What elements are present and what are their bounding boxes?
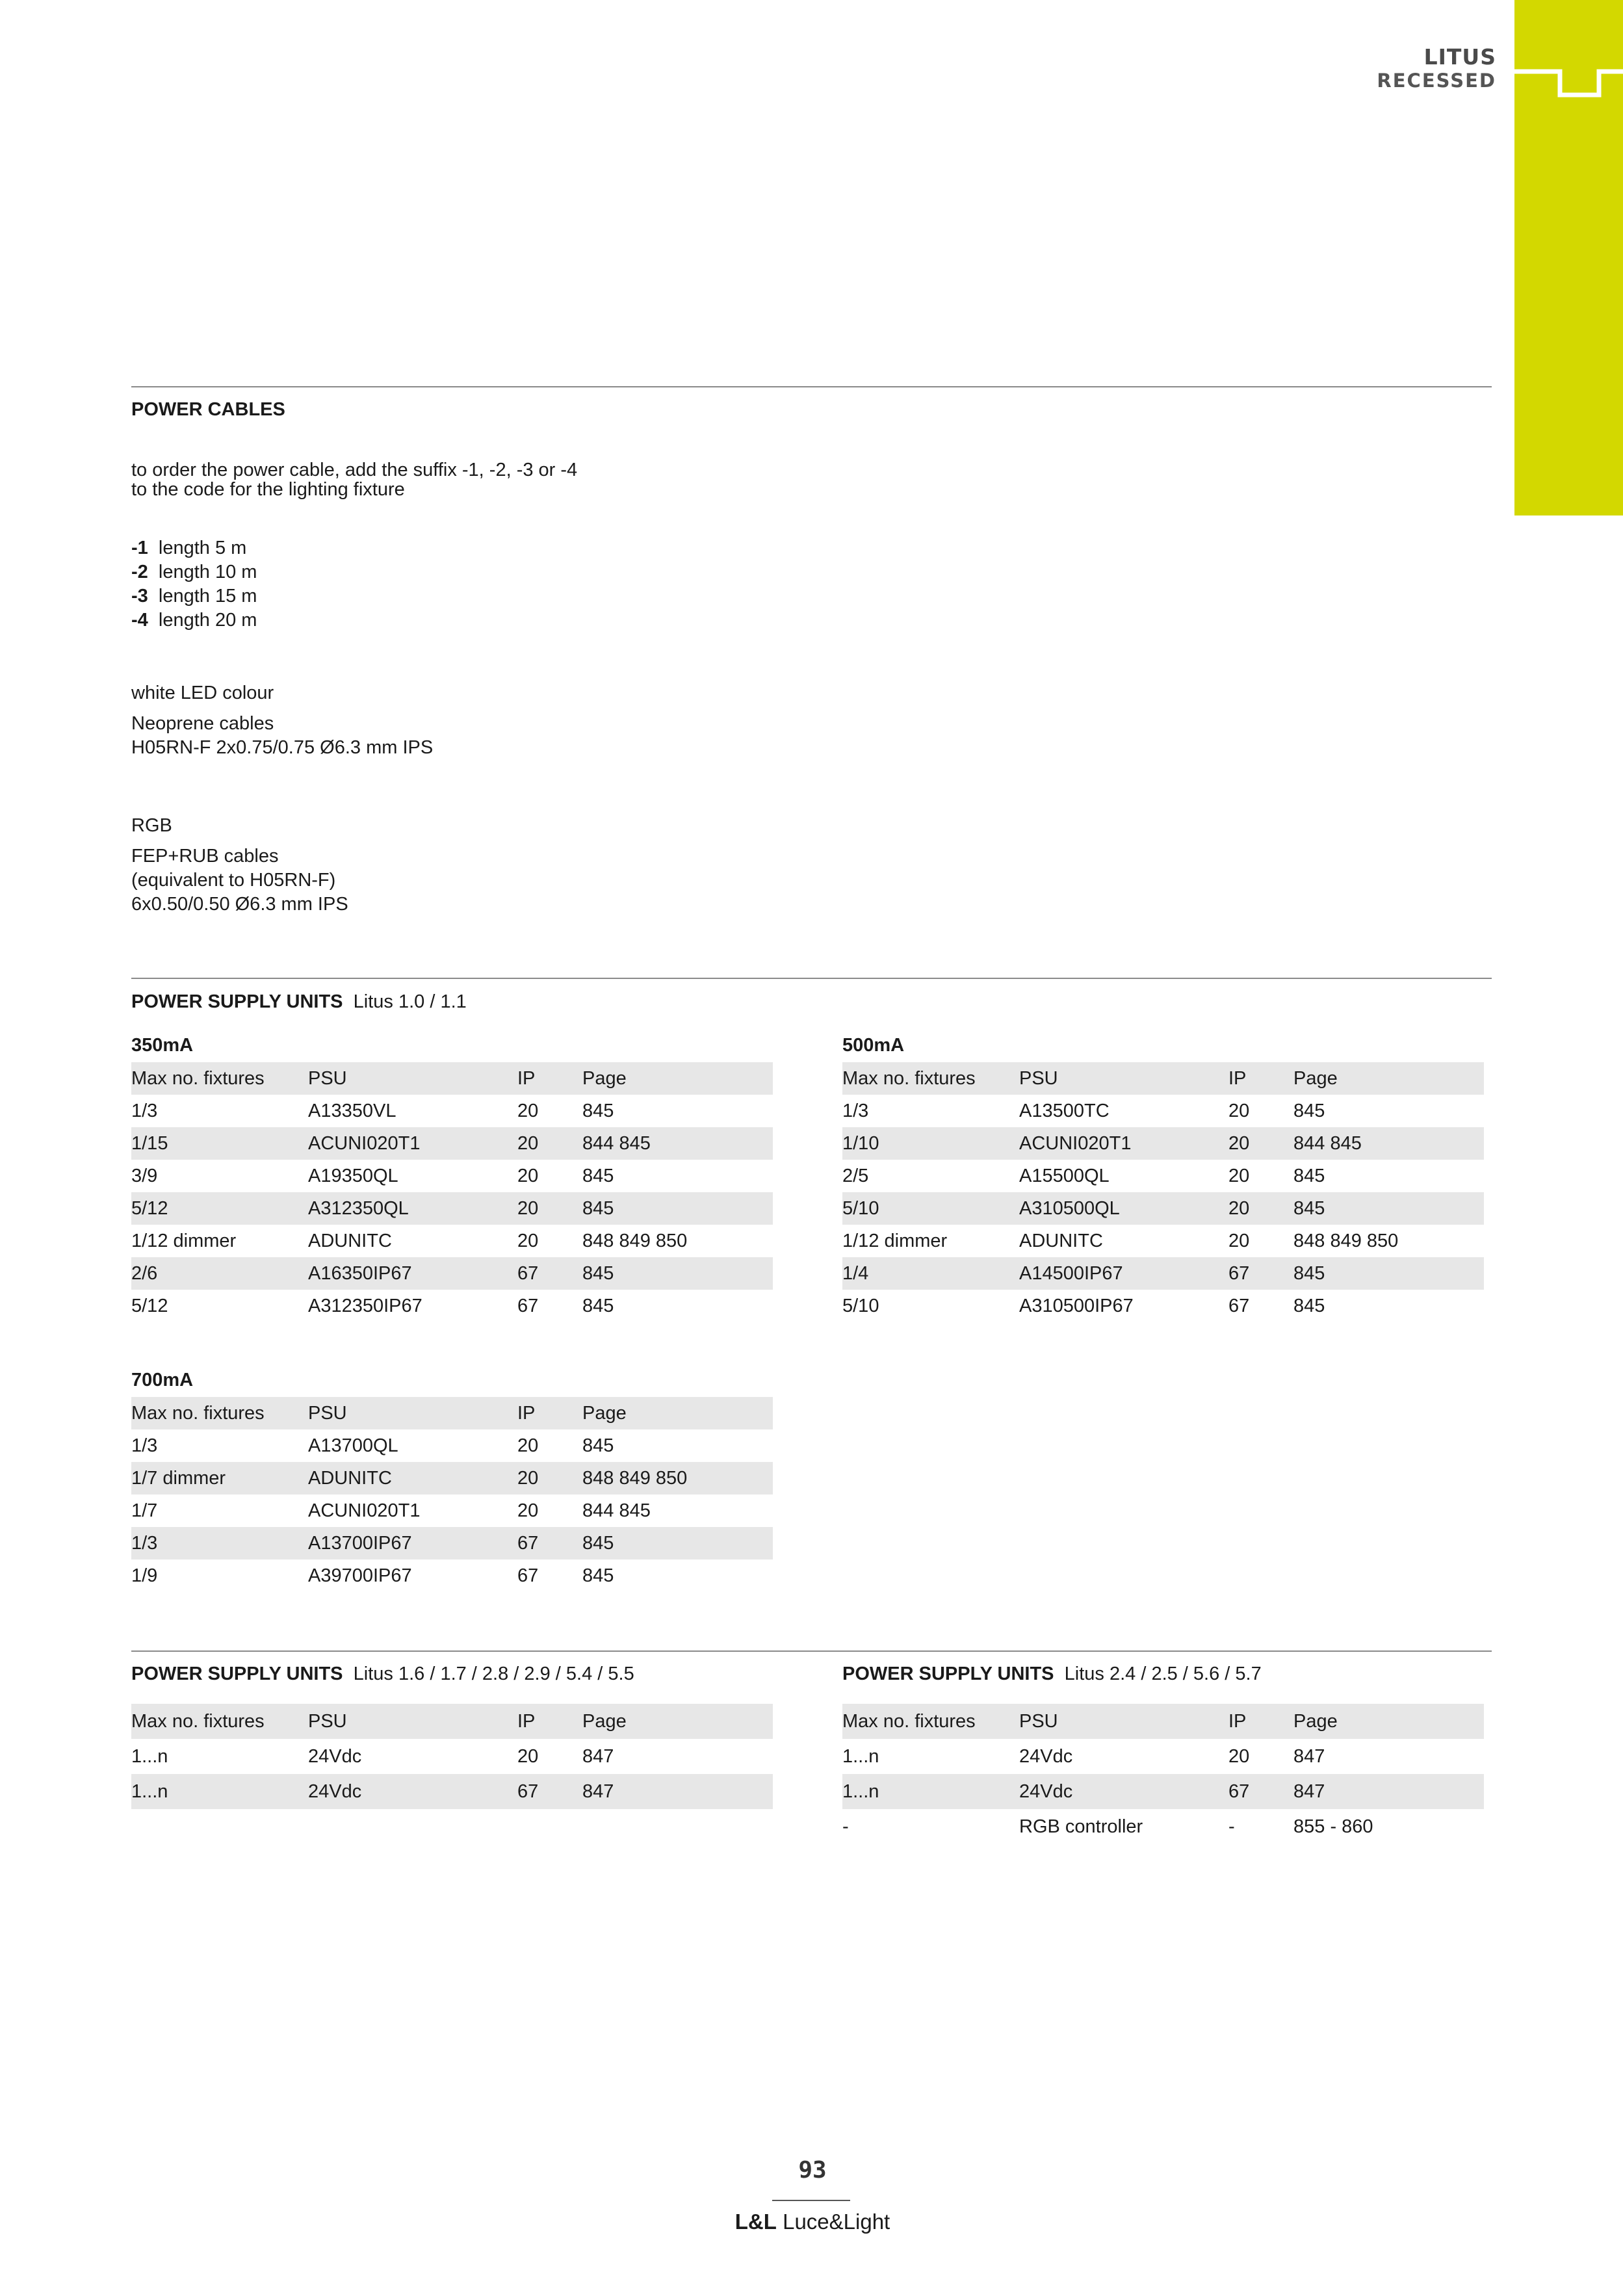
table-row [131, 1127, 773, 1160]
cell: A13350VL [308, 1100, 396, 1121]
table-row [131, 1160, 773, 1192]
table-row [131, 1192, 773, 1225]
col-header: Max no. fixtures [842, 1704, 1019, 1739]
cell: 1/3 [131, 1527, 308, 1559]
table-row [131, 1774, 773, 1809]
cell: A13700IP67 [308, 1527, 517, 1559]
table-row [842, 1774, 1484, 1809]
cell: 1/4 [842, 1257, 1019, 1290]
col-header: PSU [1019, 1704, 1228, 1739]
table-caption-700ma: 700mA [131, 1370, 194, 1390]
spec-line: 6x0.50/0.50 Ø6.3 mm IPS [131, 894, 348, 915]
cell: 20 [1228, 1165, 1250, 1186]
cell: 20 [517, 1165, 539, 1186]
cell: 5/12 [131, 1192, 308, 1225]
col-header: IP [1228, 1704, 1293, 1739]
cell: 1/3 [842, 1100, 869, 1121]
psu1-title-row [131, 990, 467, 1014]
col-header: PSU [1019, 1062, 1228, 1095]
cell: 848 849 850 [582, 1462, 773, 1494]
cell: 24Vdc [308, 1745, 362, 1767]
table-row [842, 1095, 1484, 1127]
cell: 20 [1228, 1745, 1250, 1767]
brand-line1: LITUS [1423, 44, 1496, 70]
cable-option [131, 560, 257, 584]
cell: A13700QL [308, 1435, 398, 1456]
table-caption-500ma: 500mA [842, 1035, 905, 1056]
cell: 67 [517, 1565, 539, 1586]
psu-table-350ma [131, 1062, 773, 1322]
cell: 845 [1293, 1257, 1484, 1290]
table-header-row [131, 1704, 773, 1739]
option-desc: length 20 m [158, 610, 257, 631]
power-cables-intro [131, 460, 577, 499]
cell: 1/7 dimmer [131, 1462, 308, 1494]
col-header: IP [1228, 1062, 1293, 1095]
cell: 3/9 [131, 1165, 158, 1186]
cell: 20 [517, 1230, 539, 1251]
cell: 845 [582, 1257, 773, 1290]
col-header: Page [582, 1704, 773, 1739]
cell: 844 845 [582, 1127, 773, 1160]
col-header: Max no. fixtures [131, 1062, 308, 1095]
cell: 845 [582, 1435, 614, 1456]
table-caption-350ma: 350mA [131, 1035, 194, 1056]
cell: 1/3 [131, 1435, 158, 1456]
col-header: PSU [308, 1062, 517, 1095]
psu3-subtitle: Litus 2.4 / 2.5 / 5.6 / 5.7 [1064, 1663, 1262, 1684]
cell: 1/12 dimmer [131, 1230, 237, 1251]
cell: ADUNITC [308, 1230, 392, 1251]
option-code: -4 [131, 610, 148, 631]
rgb-title: RGB [131, 815, 172, 836]
col-header: Page [582, 1062, 773, 1095]
cell: 20 [1228, 1192, 1293, 1225]
cell: 847 [582, 1745, 614, 1767]
cell: 845 [582, 1165, 614, 1186]
cell: 67 [517, 1527, 582, 1559]
table-row [131, 1257, 773, 1290]
psu-table-700ma [131, 1397, 773, 1592]
psu1-title: POWER SUPPLY UNITS [131, 991, 343, 1012]
footer-brand-name: Luce&Light [783, 2210, 890, 2234]
table-row [842, 1192, 1484, 1225]
cell: 845 [1293, 1192, 1484, 1225]
psu3-title: POWER SUPPLY UNITS [842, 1663, 1054, 1684]
cell: 67 [517, 1774, 582, 1809]
cell: 1/15 [131, 1127, 308, 1160]
col-header: Max no. fixtures [131, 1397, 308, 1429]
section-divider [131, 1650, 1492, 1652]
cell: 1...n [842, 1774, 1019, 1809]
cell: 845 [1293, 1165, 1325, 1186]
cell: 1...n [131, 1745, 168, 1767]
cell: 845 [582, 1565, 614, 1586]
footer-brand-bold: L&L [734, 2210, 777, 2234]
table-row [131, 1527, 773, 1559]
cell: 847 [1293, 1774, 1484, 1809]
psu2-title: POWER SUPPLY UNITS [131, 1663, 343, 1684]
col-header: Max no. fixtures [842, 1062, 1019, 1095]
cell: 845 [582, 1527, 773, 1559]
cell: 1/9 [131, 1565, 158, 1586]
spec-line: (equivalent to H05RN-F) [131, 870, 336, 891]
cell: A312350IP67 [308, 1295, 422, 1316]
table-row [842, 1809, 1484, 1844]
table-row [842, 1225, 1484, 1257]
cell: 5/10 [842, 1295, 879, 1316]
option-code: -3 [131, 586, 148, 607]
cell: 5/12 [131, 1295, 168, 1316]
table-row [842, 1290, 1484, 1322]
cell: 67 [1228, 1295, 1250, 1316]
cell: A19350QL [308, 1165, 398, 1186]
cell: 1/3 [131, 1100, 158, 1121]
power-cables-title: POWER CABLES [131, 399, 285, 420]
footer-brand [650, 2210, 975, 2234]
cell: 20 [517, 1100, 539, 1121]
col-header: IP [517, 1062, 582, 1095]
option-desc: length 10 m [158, 562, 257, 582]
cable-length-list [131, 536, 257, 633]
page-number: 93 [798, 2157, 827, 2184]
col-header: IP [517, 1397, 582, 1429]
table-header-row [842, 1062, 1484, 1095]
intro-line: to order the power cable, add the suffix -1, -2, -3 or -4 [131, 460, 578, 480]
table-row [842, 1127, 1484, 1160]
psu2-title-row [131, 1662, 634, 1686]
option-desc: length 5 m [158, 538, 247, 558]
cell: 2/5 [842, 1165, 869, 1186]
cell: 845 [1293, 1295, 1325, 1316]
cell: 67 [1228, 1774, 1293, 1809]
cell: 845 [582, 1100, 614, 1121]
psu1-subtitle: Litus 1.0 / 1.1 [353, 991, 467, 1012]
cell: 848 849 850 [582, 1230, 688, 1251]
cell: ADUNITC [308, 1462, 517, 1494]
white-led-specs [131, 712, 433, 760]
cell: A310500QL [1019, 1192, 1228, 1225]
cell: 20 [1228, 1100, 1250, 1121]
cell: 24Vdc [1019, 1774, 1228, 1809]
cell: - [842, 1816, 849, 1837]
cell: 20 [517, 1192, 582, 1225]
psu3-title-row [842, 1662, 1262, 1686]
cell: ADUNITC [1019, 1230, 1103, 1251]
cell: 847 [1293, 1745, 1325, 1767]
cell: 2/6 [131, 1257, 308, 1290]
spec-line: FEP+RUB cables [131, 846, 279, 867]
cell: A14500IP67 [1019, 1257, 1228, 1290]
option-desc: length 15 m [158, 586, 257, 607]
cell: A15500QL [1019, 1165, 1110, 1186]
col-header: PSU [308, 1397, 517, 1429]
cell: 20 [517, 1500, 539, 1521]
table-row [131, 1225, 773, 1257]
cell: ACUNI020T1 [1019, 1127, 1228, 1160]
cell: 844 845 [582, 1500, 651, 1521]
cable-option [131, 608, 257, 633]
intro-line: to the code for the lighting fixture [131, 479, 405, 500]
table-row [131, 1739, 773, 1774]
option-code: -1 [131, 538, 148, 558]
table-row [842, 1160, 1484, 1192]
col-header: Page [582, 1397, 773, 1429]
brand-header [1377, 46, 1496, 92]
cell: 20 [517, 1127, 582, 1160]
psu-table-500ma [842, 1062, 1484, 1322]
cell: 20 [1228, 1230, 1250, 1251]
option-code: -2 [131, 562, 148, 582]
cell: RGB controller [1019, 1816, 1143, 1837]
cell: - [1228, 1816, 1235, 1837]
cell: 844 845 [1293, 1127, 1484, 1160]
cell: A13500TC [1019, 1100, 1110, 1121]
brand-line2: RECESSED [1377, 70, 1496, 92]
footer-divider [772, 2200, 850, 2201]
cell: 855 - 860 [1293, 1816, 1373, 1837]
psu-table-litus-24 [842, 1704, 1484, 1844]
col-header: Page [1293, 1704, 1484, 1739]
spec-line: Neoprene cables [131, 713, 274, 734]
cell: 1/10 [842, 1127, 1019, 1160]
cell: A312350QL [308, 1192, 517, 1225]
cable-option [131, 584, 257, 608]
table-row [131, 1095, 773, 1127]
cell: ACUNI020T1 [308, 1127, 517, 1160]
section-divider [131, 386, 1492, 387]
cell: 845 [582, 1295, 614, 1316]
col-header: IP [517, 1704, 582, 1739]
cell: A16350IP67 [308, 1257, 517, 1290]
cell: 67 [1228, 1257, 1293, 1290]
col-header: PSU [308, 1704, 517, 1739]
cell: A39700IP67 [308, 1565, 412, 1586]
table-header-row [842, 1704, 1484, 1739]
cell: 5/10 [842, 1192, 1019, 1225]
recessed-logo-icon [1514, 65, 1623, 104]
col-header: Page [1293, 1062, 1484, 1095]
cell: 20 [517, 1462, 582, 1494]
cell: ACUNI020T1 [308, 1500, 421, 1521]
cable-option [131, 536, 257, 560]
table-row [842, 1739, 1484, 1774]
cell: 1/7 [131, 1500, 158, 1521]
cell: 24Vdc [1019, 1745, 1073, 1767]
table-row [131, 1494, 773, 1527]
table-row [842, 1257, 1484, 1290]
table-header-row [131, 1062, 773, 1095]
table-row [131, 1429, 773, 1462]
cell: 67 [517, 1295, 539, 1316]
psu2-subtitle: Litus 1.6 / 1.7 / 2.8 / 2.9 / 5.4 / 5.5 [353, 1663, 634, 1684]
cell: 20 [517, 1435, 539, 1456]
table-row [131, 1290, 773, 1322]
rgb-specs [131, 844, 348, 917]
cell: 1...n [131, 1774, 308, 1809]
cell: 848 849 850 [1293, 1230, 1399, 1251]
psu-table-litus-16 [131, 1704, 773, 1809]
cell: 20 [1228, 1127, 1293, 1160]
cell: 24Vdc [308, 1774, 517, 1809]
section-divider [131, 978, 1492, 979]
cell: 845 [1293, 1100, 1325, 1121]
cell: 20 [517, 1745, 539, 1767]
table-row [131, 1559, 773, 1592]
table-row [131, 1462, 773, 1494]
spec-line: H05RN-F 2x0.75/0.75 Ø6.3 mm IPS [131, 737, 434, 758]
col-header: Max no. fixtures [131, 1704, 308, 1739]
cell: A310500IP67 [1019, 1295, 1134, 1316]
white-led-title: white LED colour [131, 683, 274, 703]
table-header-row [131, 1397, 773, 1429]
cell: 1/12 dimmer [842, 1230, 948, 1251]
cell: 1...n [842, 1745, 879, 1767]
cell: 847 [582, 1774, 773, 1809]
cell: 67 [517, 1257, 582, 1290]
cell: 845 [582, 1192, 773, 1225]
